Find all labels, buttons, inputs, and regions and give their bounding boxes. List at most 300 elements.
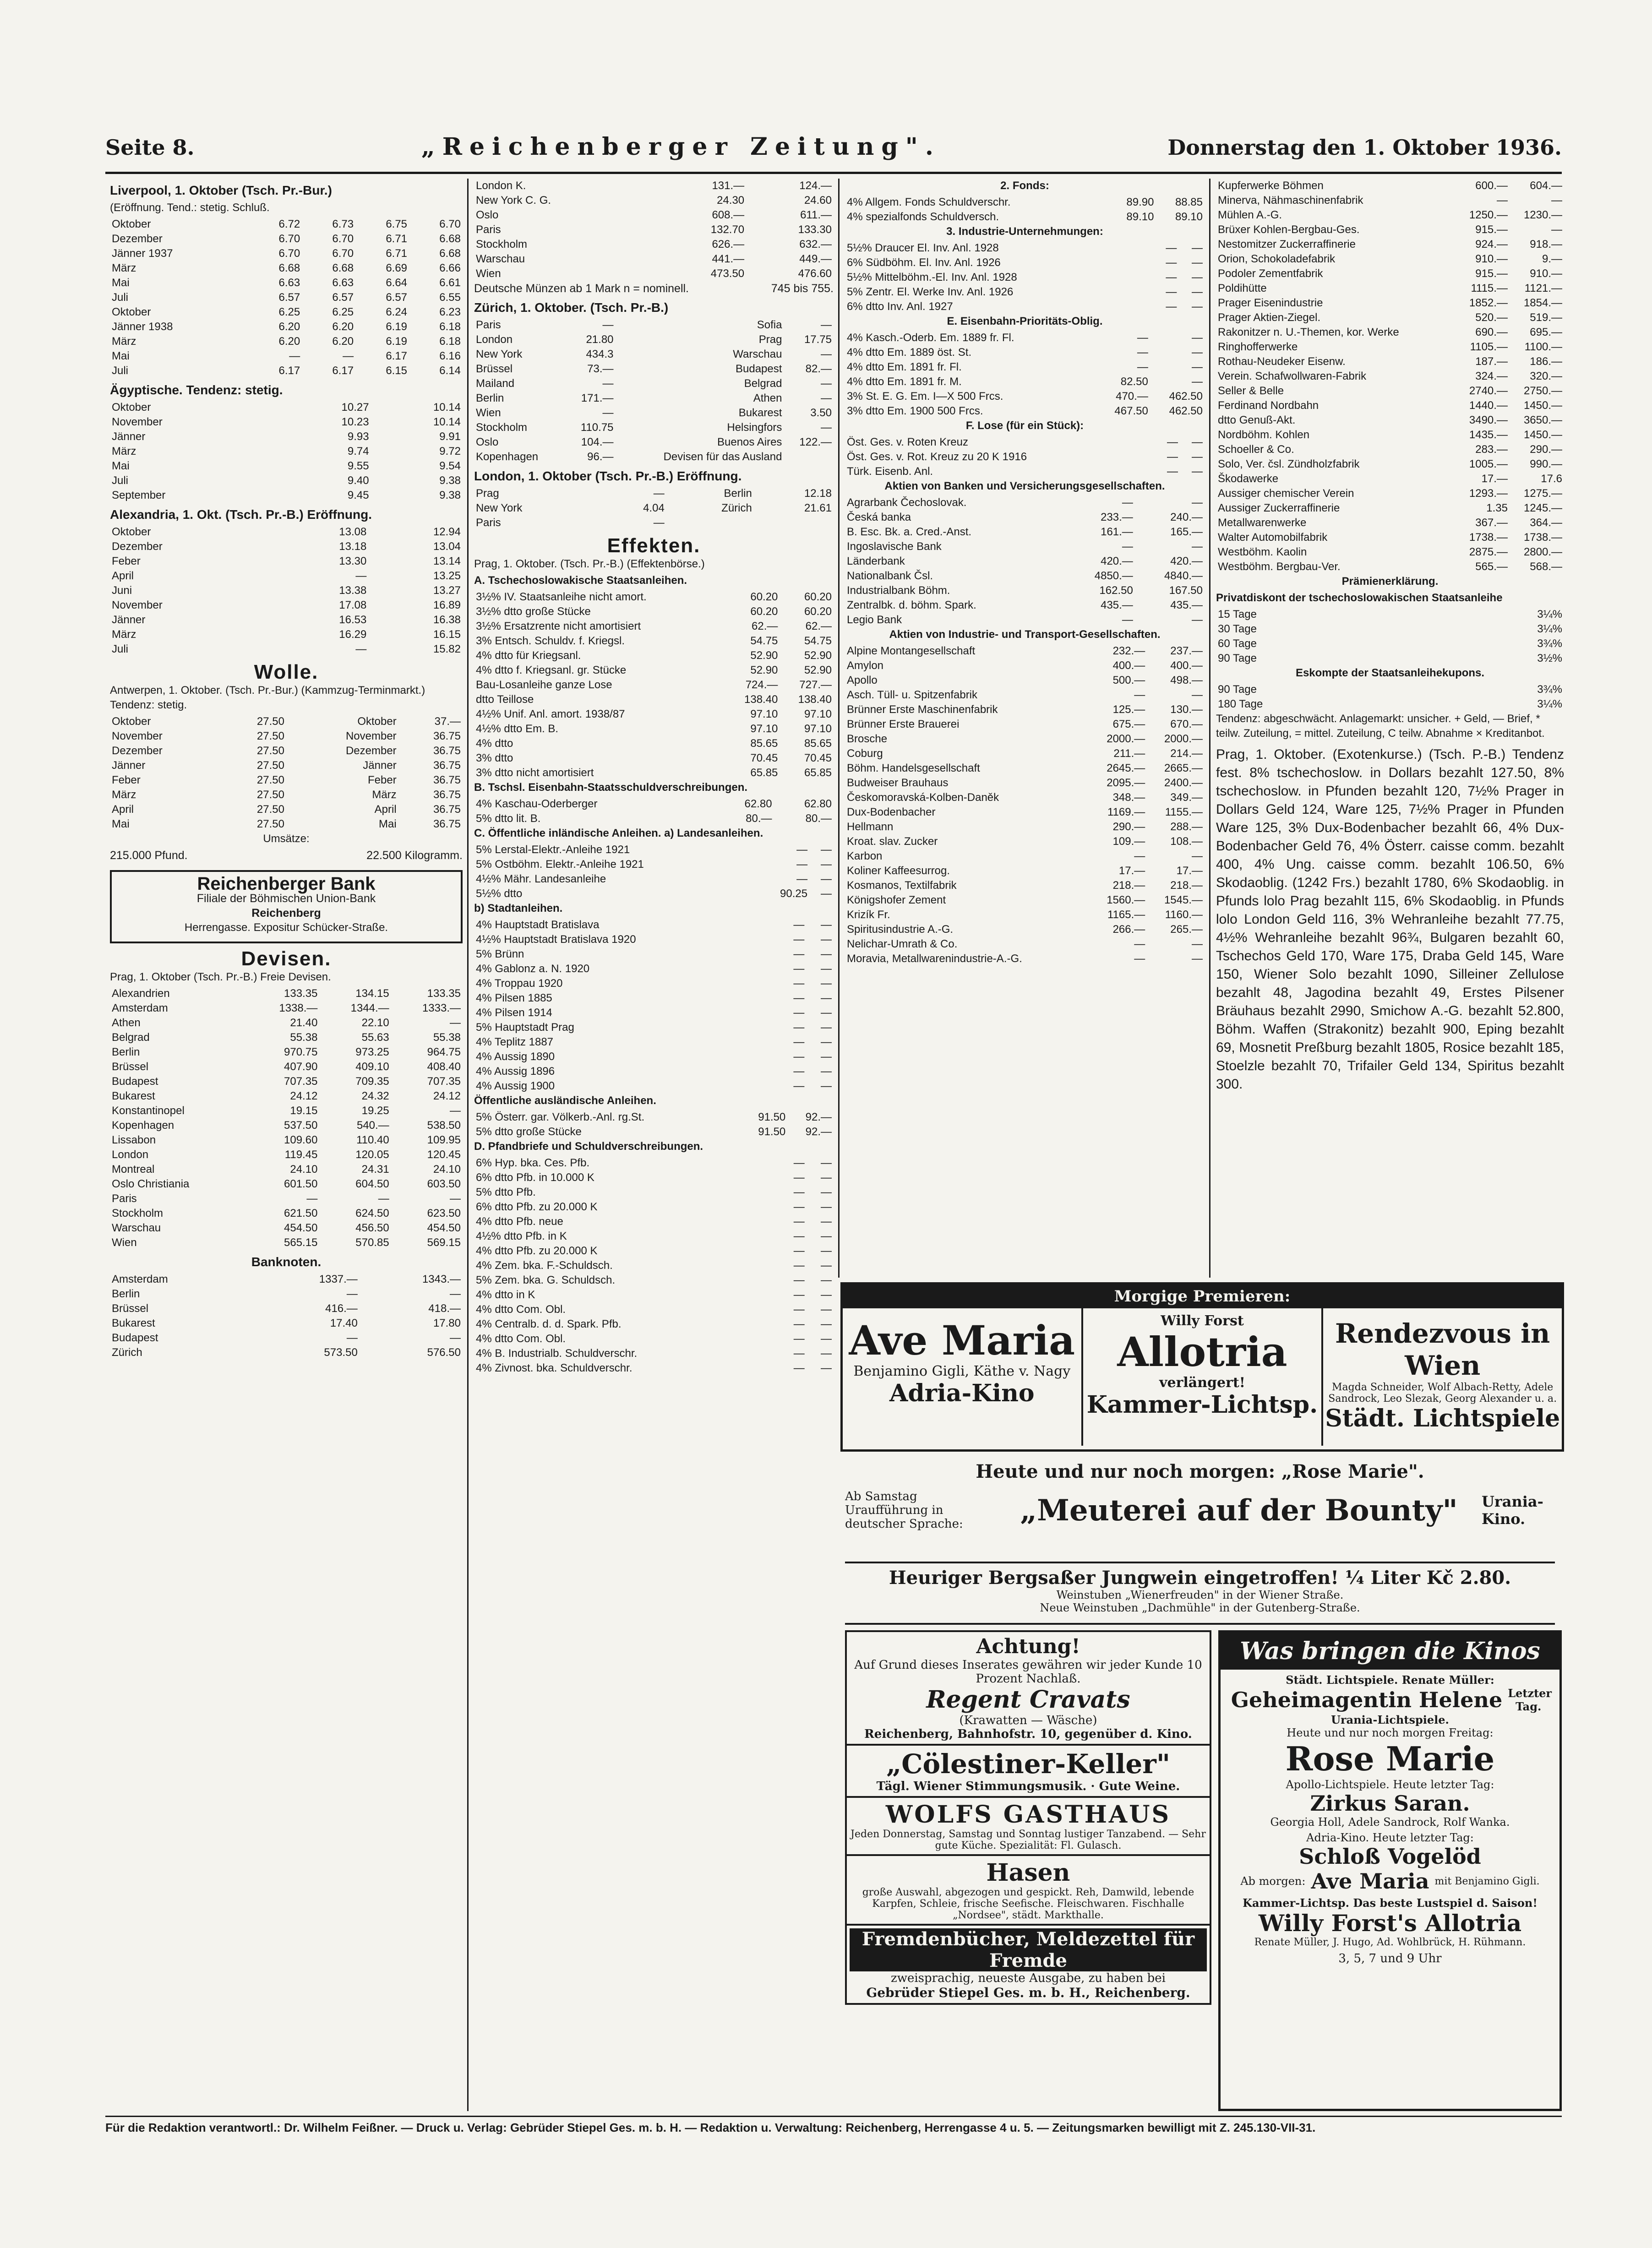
devisen-cell: — (450, 1105, 461, 1117)
inland-row (474, 843, 834, 857)
industrie-cell: 17.— (1176, 865, 1203, 877)
aktien-cell: dtto Genuß-Akt. (1218, 414, 1296, 426)
pfand-cell: — (793, 1230, 805, 1242)
gemeinde-cell: 4% Teplitz 1887 (476, 1036, 554, 1048)
column-effekten (474, 179, 834, 2106)
aktien-cell: Prager Aktien-Ziegel. (1218, 311, 1321, 324)
wolle-row (110, 788, 463, 802)
effekten-cell: 97.10 (750, 708, 778, 720)
ad-allotria-sub: verlängert! (1159, 1375, 1245, 1391)
aktien-cell: 2875.— (1469, 546, 1508, 558)
effekten-cell: 65.85 (804, 767, 832, 779)
devisen-row (110, 1133, 463, 1148)
wolle-cell: 36.75 (433, 745, 461, 757)
wolle-cell: Jänner (363, 759, 397, 772)
devisen-cell: Lissabon (112, 1134, 156, 1146)
devisen-cell: Kopenhagen (112, 1119, 174, 1132)
pfand-row (474, 1317, 834, 1332)
banknoten-cell: — (450, 1332, 461, 1344)
gemeinde-cell: 4% Hauptstadt Bratislava (476, 919, 600, 931)
aktien-row (1216, 560, 1564, 574)
eskompte-heading: Eskompte der Staatsanleihekupons. (1295, 667, 1485, 679)
wolle-row (110, 817, 463, 832)
ad-allotria-cinema: Kammer-Lichtsp. (1086, 1391, 1318, 1419)
ad-fremdenbuecher (845, 1926, 1211, 2005)
aktien-row (1216, 384, 1564, 398)
industrie-unt-cell: — (1166, 256, 1177, 269)
tendenz-note: Tendenz: abgeschwächt. Anlagemarkt: unsicher. + Geld, — Brief, * teilw. Zuteilung, = mittel. Zuteilung, C teilw. Abnahme × Kreditanbot. (1216, 713, 1545, 740)
industrie-cell: Alpine Montangesellschaft (847, 645, 976, 657)
liverpool-cell: 6.64 (386, 277, 408, 289)
effekten-cell: dtto Teillose (476, 693, 534, 706)
gemeinde-cell: — (793, 933, 805, 946)
aktien-cell: 187.— (1475, 355, 1508, 368)
devisen-cell: 707.35 (427, 1075, 461, 1088)
devisen-cont-row (474, 208, 834, 223)
devisen-cell: 22.10 (361, 1017, 389, 1029)
zuerich-cell: Brüssel (476, 363, 513, 375)
devisen-cont-cell: 124.— (799, 180, 832, 192)
eskompte-row (1216, 697, 1564, 712)
devisen-cell: Paris (112, 1192, 137, 1205)
industrie-cell: 670.— (1170, 718, 1203, 730)
pfand-cell: — (793, 1347, 805, 1360)
column-commodities (110, 179, 463, 2106)
gemeinde-cell: — (793, 1021, 805, 1034)
alexandria-cell: Dezember (112, 540, 163, 553)
aktien-cell: Solo, Ver. čsl. Zündholzfabrik (1218, 458, 1360, 470)
banken-row (845, 583, 1205, 598)
egypt-cell: 9.38 (439, 489, 461, 501)
aktien-cell: 915.— (1475, 267, 1508, 280)
pfand-cell: 4% dtto Pfb. zu 20.000 K (476, 1245, 598, 1257)
industrie-cell: 498.— (1170, 674, 1203, 686)
banken-cell: — (1192, 540, 1203, 553)
aktien-cell: Westböhm. Bergbau-Ver. (1218, 561, 1341, 573)
industrie-cell: Hellmann (847, 821, 894, 833)
devisen-cell: 119.45 (284, 1148, 318, 1161)
liverpool-cell: 6.16 (439, 350, 461, 362)
zuerich-cell: Budapest (736, 363, 782, 375)
pfand-cell: — (793, 1318, 805, 1330)
wolle-cell: 36.75 (433, 818, 461, 830)
ad-rendezvous-cinema: Städt. Lichtspiele (1325, 1404, 1560, 1432)
pfand-cell: — (821, 1230, 832, 1242)
aktien-row (1216, 252, 1564, 267)
liverpool-row (110, 334, 463, 349)
effekten-cell: 97.10 (804, 723, 832, 735)
banknoten-cell: 1343.— (422, 1273, 461, 1285)
gemeinde-cell: — (821, 1051, 832, 1063)
lose-row (845, 464, 1205, 479)
liverpool-cell: 6.70 (439, 218, 461, 230)
industrie-cell: 2000.— (1164, 733, 1203, 745)
zuerich-row (474, 362, 834, 376)
alexandria-row (110, 525, 463, 539)
effekten-row (474, 604, 834, 619)
industrie-unt-cell: — (1192, 300, 1203, 313)
lose-table (845, 435, 1205, 479)
ad-kinos (1218, 1630, 1562, 2111)
london-cell (666, 516, 754, 530)
liverpool-cell: 6.25 (332, 306, 354, 318)
effekten-subheading-2: A. Tschechoslowakische Staatsanleihen. (474, 574, 687, 587)
devisen-cont-cell: 608.— (712, 209, 745, 221)
london-cell: — (653, 517, 665, 529)
eskompte-table (1216, 682, 1564, 712)
egypt-cell: 10.14 (433, 416, 461, 428)
zuerich-cell: — (821, 377, 832, 390)
praemien-cell: 3½% (1537, 652, 1562, 664)
devisen-cell: 109.60 (284, 1134, 318, 1146)
industrie-cell: Kroat. slav. Zucker (847, 835, 938, 848)
alexandria-cell: 13.30 (339, 555, 367, 567)
industrie-cell: Amylon (847, 659, 884, 672)
ad-wein (845, 1562, 1555, 1625)
industrie-cell: Coburg (847, 747, 883, 760)
wolle-row (110, 802, 463, 817)
fonds-cell: 4% Allgem. Fonds Schuldverschr. (847, 196, 1011, 208)
banken-row (845, 495, 1205, 510)
banken-heading: Aktien von Banken und Versicherungsgesellschaften. (884, 480, 1165, 492)
zuerich-cell: 21.80 (586, 333, 614, 346)
banken-cell: 162.50 (1099, 584, 1133, 597)
egypt-row (110, 488, 463, 503)
pfand-cell: — (793, 1303, 805, 1316)
industrie-cell: 265.— (1170, 923, 1203, 936)
effekten-subheading: Prag, 1. Oktober. (Tsch. Pr.-B.) (Effektenbörse.) (474, 558, 705, 570)
devisen-cell: 973.25 (355, 1046, 389, 1058)
banken-cell: Agrarbank Čechoslovak. (847, 496, 967, 509)
bahn-row (845, 360, 1205, 375)
liverpool-table (110, 217, 463, 378)
industrie-row (845, 702, 1205, 717)
egypt-cell: 9.38 (439, 474, 461, 487)
aktien-cell: Walter Automobilfabrik (1218, 531, 1328, 544)
bahn-cell: 4% dtto Em. 1891 fr. Fl. (847, 361, 962, 373)
aktien-cell: Škodawerke (1218, 473, 1279, 485)
devisen-cont-cell: Wien (476, 267, 501, 280)
pfand-row (474, 1170, 834, 1185)
praemien-table (1216, 607, 1564, 666)
devisen-cell: 110.40 (356, 1134, 389, 1146)
pfand-row (474, 1185, 834, 1200)
egypt-heading: Ägyptische. Tendenz: stetig. (110, 383, 283, 397)
london-heading: London, 1. Oktober (Tsch. Pr.-B.) Eröffnung. (474, 469, 742, 483)
alexandria-cell: — (355, 570, 367, 582)
aktien-cell: 990.— (1530, 458, 1562, 470)
bahn-cell: 3% dtto Em. 1900 500 Frcs. (847, 405, 983, 417)
alexandria-row (110, 598, 463, 613)
ad-meuterei-pre: Ab Samstag Uraufführung in deutscher Sprache: (845, 1490, 963, 1531)
banken-cell: — (1192, 614, 1203, 626)
bank-name: Reichenberger Bank (197, 874, 376, 894)
industrie-row (845, 717, 1205, 732)
zuerich-cell: Athen (753, 392, 782, 404)
pfand-cell: 6% dtto Pfb. in 10.000 K (476, 1171, 594, 1184)
banken-cell: 435.— (1170, 599, 1203, 611)
effekten-row (474, 736, 834, 751)
ad-meuterei (845, 1461, 1555, 1552)
gemeinde-cell: 4% Pilsen 1885 (476, 992, 552, 1004)
aktien-cell: Ferdinand Nordbahn (1218, 399, 1319, 412)
aktien-cell: Orion, Schokoladefabrik (1218, 253, 1336, 265)
ad-kinos-2-pre: Heute und nur noch morgen Freitag: (1287, 1726, 1494, 1739)
industrie-cell: 1155.— (1165, 806, 1203, 818)
bahn-cell: — (1137, 332, 1148, 344)
bahn-cell: 4% dtto Em. 1889 öst. St. (847, 346, 972, 359)
gemeinde-cell: — (821, 1007, 832, 1019)
gemeinde-cell: 4½% Hauptstadt Bratislava 1920 (476, 933, 636, 946)
aktien-cell: 186.— (1530, 355, 1562, 368)
effekten-cell: 62.— (805, 620, 832, 632)
aktien-cell: Prager Eisenindustrie (1218, 297, 1323, 309)
liverpool-cell: 6.25 (278, 306, 300, 318)
issue-date: Donnerstag den 1. Oktober 1936. (1167, 135, 1562, 160)
egypt-cell: 9.91 (439, 430, 461, 443)
liverpool-cell: 6.20 (332, 321, 354, 333)
zuerich-cell: Buenos Aires (717, 436, 782, 448)
zuerich-row (474, 376, 834, 391)
devisen-cell: 407.90 (284, 1061, 318, 1073)
liverpool-cell: Juli (112, 291, 129, 304)
liverpool-cell: 6.19 (386, 321, 408, 333)
industrie-row (845, 746, 1205, 761)
devisen-cont-row (474, 252, 834, 267)
fonds-row (845, 210, 1205, 224)
umsatz-label: Umsätze: (263, 833, 310, 845)
effekten-row (474, 590, 834, 604)
industrie-cell: Böhm. Handelsgesellschaft (847, 762, 980, 774)
industrie-cell: 17.— (1118, 865, 1145, 877)
zuerich-table (474, 318, 834, 464)
ad-rendezvous-title: Rendezvous in Wien (1335, 1318, 1550, 1381)
lose-cell: — (1167, 436, 1178, 448)
gemeinde-cell: — (821, 977, 832, 990)
bahn-row (845, 404, 1205, 419)
aktien-cell: 1854.— (1523, 297, 1562, 309)
liverpool-cell: 6.63 (332, 277, 354, 289)
effekten-cell: Bau-Losanleihe ganze Lose (476, 679, 612, 691)
inland-row (474, 872, 834, 887)
devisen-cell: 19.25 (361, 1105, 389, 1117)
london-cell (754, 516, 834, 530)
industrie-row (845, 908, 1205, 922)
devisen-cell: 133.35 (284, 987, 318, 1000)
pfand-cell: — (793, 1245, 805, 1257)
gemeinde-row (474, 991, 834, 1006)
inland-cell: 4½% Mähr. Landesanleihe (476, 873, 606, 885)
wolle-cell: 36.75 (433, 803, 461, 816)
zuerich-cell: Mailand (476, 377, 515, 390)
praemien-cell: 3¾% (1537, 637, 1562, 650)
pfand-cell: — (793, 1362, 805, 1374)
banken-cell: — (1122, 614, 1133, 626)
wolle-cell: Dezember (345, 745, 397, 757)
zuerich-cell: Prag (758, 333, 782, 346)
exoten-paragraph: Prag, 1. Oktober. (Exotenkurse.) (Tsch. P.-B.) Tendenz fest. 8% tschechoslow. in Dollars bezahlt 127.50, 8% tschechoslow. in Pfunden bezahlt 120, 7½% Prager in Dollars Geld 124, Ware 125, 7½% Prager in Pfunden Ware 125, 3% Dux-Bodenbacher bezahlt 66, 4% Dux-Bodenbacher Geld 76, 4% Österr. caisse comm. bezahlt 400, 4% Ung. caisse comm. bezahlt 106.50, 6% Skodaoblig. (1242 Frs.) bezahlt 1780, 6% Skodaoblig. in Pfunds lolo Prag bezahlt 115, 6% Skodaoblig. in Pfunds lolo London Geld 116, 3% Wehranleihe bezahlt 77.75, 4½% Wehranleihe bezahlt 96¾, Bulgaren bezahlt 60, Tschechos Geld 170, Ware 175, Draba Geld 145, Ware 150, Wiener Solo bezahlt 1090, Silleiner Zellulose bezahlt 48, Jagodina bezahlt 49, Erstes Pilsener Bräuhaus bezahlt 2990, Smichow A.-G. bezahlt 52.800, Böhm. Waffen (Strakonitz) bezahlt 900, Eping bezahlt 69, Mosnetit Preßburg bezahlt 1805, Rosice bezahlt 185, Stoelzle bezahlt 70, Trifailer Geld 134, Spiritus bezahlt 300. (1216, 747, 1564, 1092)
devisen-cell: Berlin (112, 1046, 140, 1058)
devisen-cell: 964.75 (427, 1046, 461, 1058)
industrie-cell: — (1192, 938, 1203, 950)
egypt-cell: Mai (112, 460, 130, 472)
wolle-cell: Mai (112, 818, 130, 830)
egypt-cell: November (112, 416, 163, 428)
aktien-row (1216, 179, 1564, 193)
pfand-cell: — (793, 1215, 805, 1228)
london-cell: Zürich (721, 502, 752, 514)
devisen-row (110, 1060, 463, 1074)
aktien-cell: Poldihütte (1218, 282, 1267, 294)
effekten-row (474, 619, 834, 634)
zuerich-cell: 122.— (799, 436, 832, 448)
banknoten-row (110, 1316, 463, 1331)
aktien-row (1216, 501, 1564, 516)
industrie-unt-row (845, 241, 1205, 256)
aktien-cell: 924.— (1475, 238, 1508, 250)
alexandria-cell: 12.94 (433, 526, 461, 538)
pfand-cell: — (821, 1171, 832, 1184)
fonds-cell: 4% spezialfonds Schuldversch. (847, 211, 999, 223)
lose-cell: — (1192, 451, 1203, 463)
column-aktien (845, 179, 1205, 1273)
zuerich-cell: 82.— (805, 363, 832, 375)
effekten-cell: 97.10 (750, 723, 778, 735)
inland-cell: 5% Ostböhm. Elektr.-Anleihe 1921 (476, 858, 644, 871)
muenzen-label: Deutsche Münzen ab 1 Mark n = nominell. (474, 282, 689, 295)
wolle-cell: 36.75 (433, 774, 461, 786)
devisen-cont-cell: 24.30 (717, 194, 745, 207)
devisen-cont-cell: Stockholm (476, 238, 528, 250)
devisen-cell: — (450, 1192, 461, 1205)
aktien-cell: 1245.— (1523, 502, 1562, 514)
column-divider (1209, 179, 1210, 1278)
banken-cell: B. Esc. Bk. a. Cred.-Anst. (847, 526, 972, 538)
zuerich-heading: Zürich, 1. Oktober. (Tsch. Pr.-B.) (474, 300, 669, 315)
devisen-cell: 565.15 (284, 1236, 318, 1249)
effekten-row (474, 663, 834, 678)
devisen-cont-cell: London K. (476, 180, 526, 192)
gemeinde-cell: — (821, 1021, 832, 1034)
effekten-cell: 85.65 (804, 737, 832, 750)
imprint-footer: Für die Redaktion verantwortl.: Dr. Wilhelm Feißner. — Druck u. Verlag: Gebrüder Stiepel Ges. m. b. H. — Redaktion u. Verwaltung: Reichenberg, Herrengasse 4 u. 5. — Zeitungsmarken bewilligt mit Z. 245.130-VII-31. (105, 2116, 1562, 2135)
banken-row (845, 613, 1205, 627)
devisen-subheading: Prag, 1. Oktober (Tsch. Pr.-B.) Freie Devisen. (110, 971, 331, 983)
devisen-cont-row (474, 223, 834, 237)
devisen-row (110, 1104, 463, 1118)
lose-row (845, 450, 1205, 464)
wolle-heading: Wolle. (254, 661, 319, 683)
devisen-cell: 24.12 (290, 1090, 318, 1102)
zuerich-cell: 17.75 (804, 333, 832, 346)
fonds-cell: 89.90 (1126, 196, 1154, 208)
ad-kinos-5-post: mit Benjamino Gigli. (1434, 1875, 1540, 1887)
devisen-cell: 24.12 (433, 1090, 461, 1102)
devisen-cont-row (474, 237, 834, 252)
london-cell: Paris (476, 517, 501, 529)
industrie-unt-cell: 5½% Mittelböhm.-El. Inv. Anl. 1928 (847, 271, 1017, 283)
wolle-row (110, 758, 463, 773)
banknoten-table (110, 1272, 463, 1360)
ad-kinos-2: Rose Marie (1285, 1739, 1495, 1778)
lose-cell: — (1167, 451, 1178, 463)
effekten-cell: 52.90 (750, 664, 778, 676)
industrie-unt-cell: — (1166, 286, 1177, 298)
bank-address: Herrengasse. Expositur Schücker-Straße. (184, 921, 388, 934)
ad-regent (845, 1630, 1211, 1746)
effekten-cell: 3% dtto nicht amortisiert (476, 767, 594, 779)
industrie-cell: Spiritusindustrie A.-G. (847, 923, 954, 936)
devisen-cell: 24.32 (361, 1090, 389, 1102)
industrie-cell: Dux-Bodenbacher (847, 806, 936, 818)
aktien-cell: 1450.— (1523, 399, 1562, 412)
banknoten-cell: — (450, 1288, 461, 1300)
devisen-cont-cell: 632.— (799, 238, 832, 250)
industrie-cell: 1545.— (1164, 894, 1203, 906)
liverpool-cell: 6.75 (386, 218, 408, 230)
aktien-cell: 1450.— (1523, 429, 1562, 441)
ad-regent-address: Reichenberg, Bahnhofstr. 10, gegenüber d. Kino. (864, 1727, 1192, 1741)
liverpool-cell: 6.20 (278, 335, 300, 348)
bahn-cell: 462.50 (1169, 405, 1203, 417)
banknoten-cell: Bukarest (112, 1317, 155, 1329)
alexandria-table (110, 525, 463, 657)
gemeinde-cell: 4% Gablonz a. N. 1920 (476, 963, 590, 975)
industrie-row (845, 922, 1205, 937)
wolle-cell: 36.75 (433, 730, 461, 742)
alexandria-cell: November (112, 599, 163, 611)
gemeinde-cell: — (821, 1065, 832, 1078)
banken-row (845, 510, 1205, 525)
egypt-cell: September (112, 489, 166, 501)
wolle-cell: 27.50 (256, 774, 284, 786)
aktien-row (1216, 223, 1564, 237)
devisen-cell: 454.50 (284, 1222, 318, 1234)
lose-cell: — (1192, 465, 1203, 478)
industrie-unt-cell: 6% dtto Inv. Anl. 1927 (847, 300, 953, 313)
london-row (474, 501, 834, 516)
liverpool-cell: Jänner 1938 (112, 321, 173, 333)
zuerich-row (474, 347, 834, 362)
liverpool-cell: 6.68 (332, 262, 354, 274)
ad-allotria (1083, 1308, 1324, 1446)
devisen-cell: 55.63 (361, 1031, 389, 1044)
aktien-cell: Ringhofferwerke (1218, 341, 1298, 353)
gemeinde-row (474, 1020, 834, 1035)
ausland-cell: 92.— (805, 1111, 832, 1123)
lose-cell: Öst. Ges. v. Roten Kreuz (847, 436, 968, 448)
devisen-cell: 569.15 (427, 1236, 461, 1249)
devisen-cell: 134.15 (355, 987, 389, 1000)
bank-city: Reichenberg (251, 907, 321, 920)
pfand-cell: — (793, 1259, 805, 1272)
industrie-cell: 2000.— (1107, 733, 1145, 745)
devisen-cont-cell: Oslo (476, 209, 499, 221)
bahn-cell: 467.50 (1114, 405, 1148, 417)
alexandria-cell: 13.04 (433, 540, 461, 553)
eskompte-cell: 3¼% (1537, 698, 1562, 710)
london-row (474, 516, 834, 530)
bahn-table (845, 331, 1205, 419)
alexandria-cell: 13.38 (339, 584, 367, 597)
egypt-cell: 9.45 (347, 489, 369, 501)
inland-cell: — (796, 844, 808, 856)
alexandria-cell: 16.53 (339, 614, 367, 626)
gemeinde-cell: — (821, 933, 832, 946)
ad-fremdenbuecher-sub: zweisprachig, neueste Ausgabe, zu haben bei (891, 1971, 1166, 1985)
industrie-cell: 218.— (1170, 879, 1203, 892)
liverpool-row (110, 364, 463, 378)
